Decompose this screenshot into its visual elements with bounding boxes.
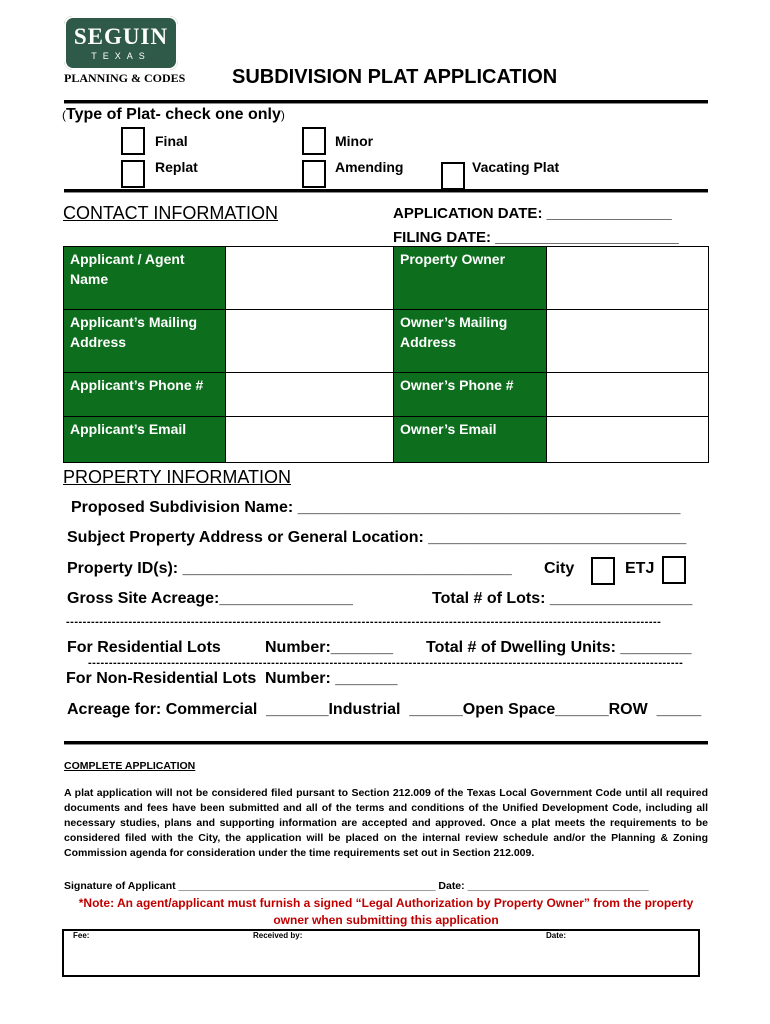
non-residential-number-field[interactable]: Number: _______ [265, 670, 398, 687]
non-residential-lots-label: For Non-Residential Lots [66, 670, 257, 687]
minor-checkbox[interactable] [302, 127, 326, 155]
applicant-phone-input[interactable] [226, 373, 394, 417]
gross-acreage-field[interactable]: Gross Site Acreage:_______________ [67, 590, 353, 607]
authorization-note-line1: *Note: An agent/applicant must furnish a signed “Legal Authorization by Property Owner” from the property [78, 896, 694, 910]
applicant-email-input[interactable] [226, 417, 394, 463]
plat-type-divider [64, 189, 708, 193]
table-row [64, 373, 709, 417]
owner-phone-label: Owner’s Phone # [394, 373, 547, 417]
city-checkbox[interactable] [591, 557, 615, 585]
dwelling-units-field[interactable]: Total # of Dwelling Units: ________ [426, 639, 692, 656]
replat-label: Replat [155, 159, 198, 175]
property-address-field[interactable]: Subject Property Address or General Location: _____________________________ [67, 529, 687, 546]
table-row [64, 247, 709, 310]
applicant-name-input[interactable] [226, 247, 394, 310]
contact-table [63, 246, 709, 463]
property-heading: PROPERTY INFORMATION [63, 467, 292, 487]
total-lots-field[interactable]: Total # of Lots: ________________ [432, 590, 693, 607]
property-divider [64, 741, 708, 745]
applicant-email-label: Applicant’s Email [64, 417, 226, 463]
plat-type-heading: (Type of Plat- check one only) [62, 106, 285, 123]
subdivision-name-field[interactable]: Proposed Subdivision Name: ___________________________________________ [71, 499, 681, 516]
final-label: Final [155, 133, 188, 149]
residential-lots-label: For Residential Lots [67, 639, 221, 656]
minor-label: Minor [335, 133, 374, 149]
complete-application-heading: COMPLETE APPLICATION [64, 760, 196, 772]
table-row [64, 417, 709, 463]
filing-requirements-text: A plat application will not be considered filed pursant to Section 212.009 of the Texas Local Government Code until all required documents and fees have been submitted and all of the terms and conditions of the Unified Development Code, including all necessary studies, plans and supporting information are accepted and approved. Once a plat meets the requirements to be considered filed with the City, the application will be placed on the internal review schedule and/or the Planning & Zoning Commission agenda for consideration under the time requirements set out in Section 212.009. [64, 787, 708, 859]
etj-checkbox[interactable] [662, 556, 686, 584]
owner-address-input[interactable] [547, 310, 709, 373]
application-date-field[interactable]: APPLICATION DATE: _______________ [393, 205, 672, 222]
department-label: PLANNING & CODES [64, 71, 186, 85]
applicant-address-label: Applicant’s Mailing Address [64, 310, 226, 373]
final-checkbox[interactable] [121, 127, 145, 155]
table-row [64, 310, 709, 373]
owner-address-label: Owner’s Mailing Address [394, 310, 547, 373]
property-ids-field[interactable]: Property ID(s): _____________________________________ [67, 560, 512, 577]
owner-phone-input[interactable] [547, 373, 709, 417]
contact-heading: CONTACT INFORMATION [63, 203, 278, 223]
date-label: Date: [546, 931, 567, 940]
filing-date-field[interactable]: FILING DATE: ______________________ [393, 229, 679, 246]
city-label: City [544, 560, 575, 577]
dashed-divider: ----------------------------------------------------------------------------------------------------------------------------------------------- [88, 657, 684, 669]
dashed-divider: ----------------------------------------------------------------------------------------------------------------------------------------------- [66, 616, 662, 628]
owner-email-input[interactable] [547, 417, 709, 463]
received-by-label: Received by: [253, 931, 303, 940]
amending-label: Amending [335, 159, 404, 175]
applicant-name-label: Applicant / Agent Name [64, 247, 226, 310]
seguin-logo [64, 16, 178, 70]
applicant-phone-label: Applicant’s Phone # [64, 373, 226, 417]
page-title: SUBDIVISION PLAT APPLICATION [232, 66, 558, 88]
vacating-plat-checkbox[interactable] [441, 162, 465, 190]
acreage-by-use-field[interactable]: Acreage for: Commercial _______Industrial ______Open Space______ROW _____ [67, 701, 702, 718]
authorization-note-line2: owner when submitting this application [273, 913, 499, 927]
vacating-plat-label: Vacating Plat [472, 159, 560, 175]
logo-text: SEGUIN [73, 24, 169, 49]
owner-email-label: Owner’s Email [394, 417, 547, 463]
logo-subtext: TEXAS [91, 51, 151, 61]
replat-checkbox[interactable] [121, 160, 145, 188]
header-divider [64, 100, 708, 104]
applicant-address-input[interactable] [226, 310, 394, 373]
office-use-box [62, 929, 700, 977]
residential-number-field[interactable]: Number:_______ [265, 639, 394, 656]
owner-name-label: Property Owner [394, 247, 547, 310]
amending-checkbox[interactable] [302, 160, 326, 188]
etj-label: ETJ [625, 560, 655, 577]
fee-label: Fee: [73, 931, 90, 940]
owner-name-input[interactable] [547, 247, 709, 310]
signature-line[interactable]: Signature of Applicant ____________________________________________ Date: _______________________________ [64, 880, 649, 892]
